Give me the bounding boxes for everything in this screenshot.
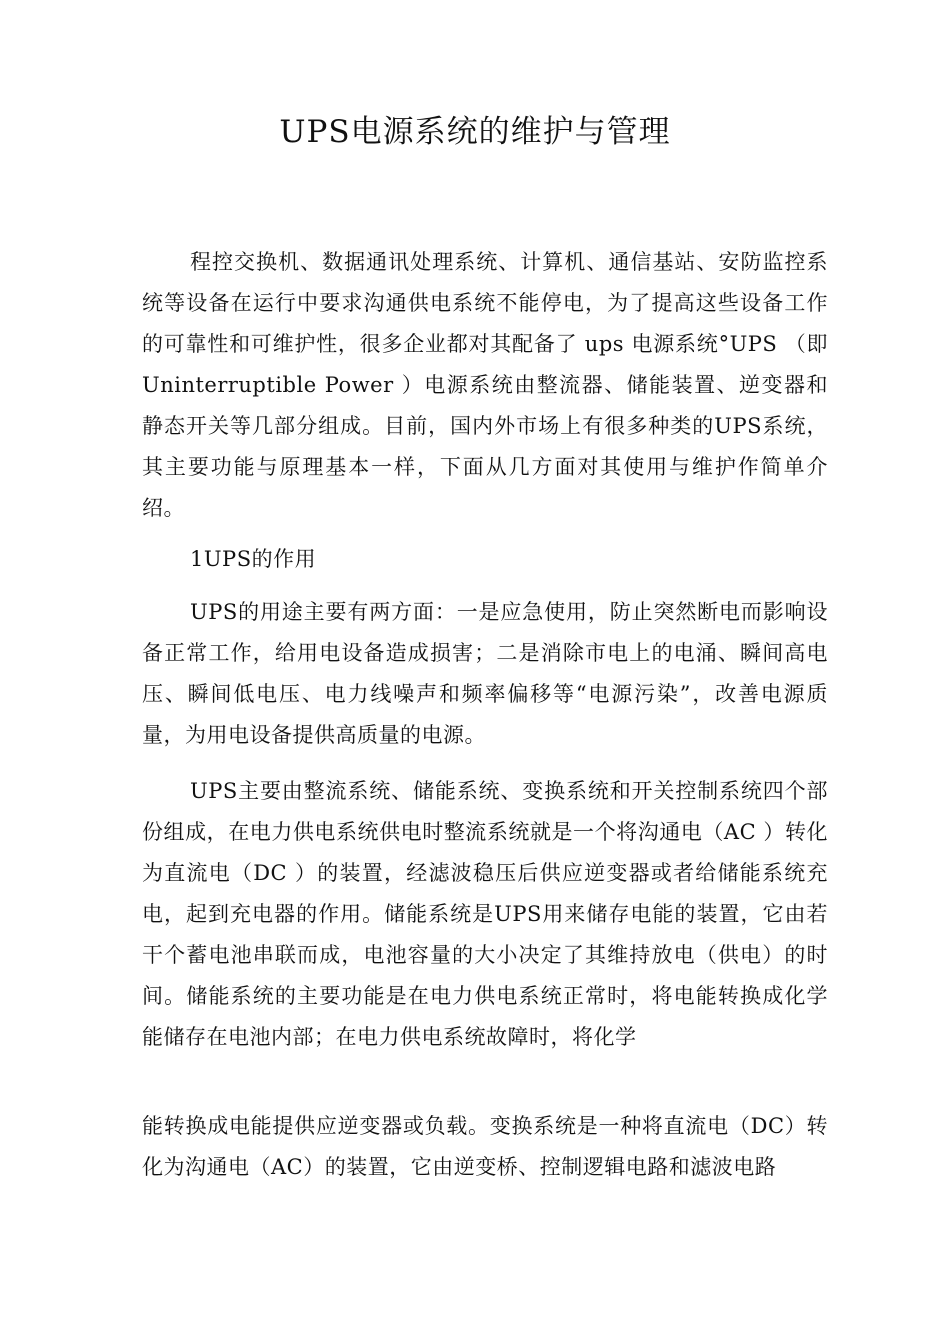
paragraph-ups-uses: UPS的用途主要有两方面：一是应急使用，防止突然断电而影响设备正常工作，给用电设备造成损害；二是消除市电上的电涌、瞬间高电压、瞬间低电压、电力线噪声和频率偏移等“电源污染”，改善电源质量，为用电设备提供高质量的电源。 (142, 600, 828, 747)
paragraph-intro: 程控交换机、数据通讯处理系统、计算机、通信基站、安防监控系统等设备在运行中要求沟通供电系统不能停电，为了提高这些设备工作的可靠性和可维护性，很多企业都对其配备了 ups 电源系统°UPS （即 Uninterruptible Power ）电源系统由整流器、储能装置、逆变器和静态开关等几部分组成。目前，国内外市场上有很多种类的UPS系统，其主要功能与原理基本一样，下面从几方面对其使用与维护作简单介绍。 (142, 250, 828, 520)
document-title: UPS电源系统的维护与管理 (279, 114, 671, 150)
paragraph-ups-composition: UPS主要由整流系统、储能系统、变换系统和开关控制系统四个部份组成，在电力供电系统供电时整流系统就是一个将沟通电（AC ）转化为直流电（DC ）的装置，经滤波稳压后供应逆变器或者给储能系统充电，起到充电器的作用。储能系统是UPS用来储存电能的装置，它由若干个蓄电池串联而成，电池容量的大小决定了其维持放电（供电）的时间。储能系统的主要功能是在电力供电系统正常时，将电能转换成化学能储存在电池内部；在电力供电系统故障时，将化学 (142, 779, 828, 1049)
section-heading-ups-function: 1UPS的作用 (190, 547, 317, 571)
paragraph-continuation: 能转换成电能提供应逆变器或负载。变换系统是一种将直流电（DC）转化为沟通电（AC）的装置，它由逆变桥、控制逻辑电路和滤波电路 (142, 1114, 828, 1179)
